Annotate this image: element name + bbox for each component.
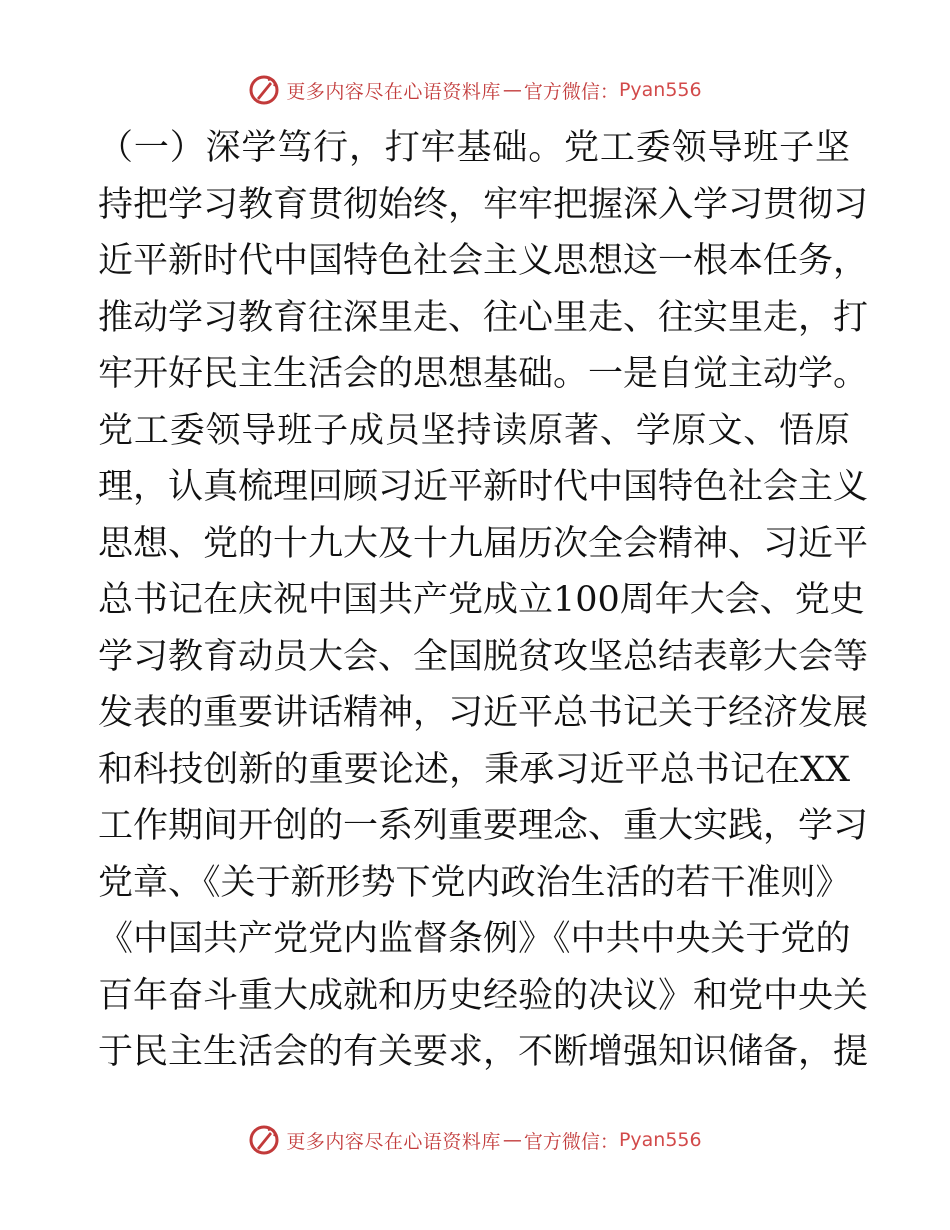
text-line: 思想、党的十九大及十九届历次全会精神、习近平	[98, 523, 869, 564]
text-line: 于民主生活会的有关要求，不断增强知识储备，提	[98, 1032, 869, 1072]
text-line: 党工委领导班子成员坚持读原著、学原文、悟原	[98, 410, 850, 451]
watermark-wechat-label: 官方微信：	[523, 1130, 619, 1153]
quill-logo-icon	[248, 1124, 280, 1156]
text-line: 理，认真梳理回顾习近平新时代中国特色社会主义	[98, 467, 869, 507]
text-line: 和科技创新的重要论述，秉承习近平总书记在XX	[98, 749, 850, 790]
document-body	[98, 120, 869, 1081]
watermark-wechat-id: Pyan556	[618, 1129, 702, 1151]
watermark-site-text: 更多内容尽在心语资料库	[286, 1130, 501, 1153]
watermark-wechat-label: 官方微信：	[523, 80, 619, 103]
text-line: 《中国共产党党内监督条例》《中共中央关于党的	[98, 919, 851, 959]
text-line: 总书记在庆祝中国共产党成立100周年大会、党史	[98, 580, 865, 620]
text-line: 学习教育动员大会、全国脱贫攻坚总结表彰大会等	[98, 636, 869, 677]
watermark-dash: —	[502, 1129, 522, 1151]
text-line: 工作期间开创的一系列重要理念、重大实践，学习	[98, 806, 869, 846]
text-line: 推动学习教育往深里走、往心里走、往实里走，打	[98, 297, 869, 338]
text-line: 党章、《关于新形势下党内政治生活的若干准则》	[98, 862, 851, 903]
watermark-site-text: 更多内容尽在心语资料库	[286, 80, 501, 103]
watermark-dash: —	[502, 79, 522, 101]
text-line: 百年奋斗重大成就和历史经验的决议》和党中央关	[98, 975, 869, 1016]
text-line: 牢开好民主生活会的思想基础。一是自觉主动学。	[98, 354, 869, 394]
header-watermark	[0, 70, 950, 110]
text-line: 发表的重要讲话精神，习近平总书记关于经济发展	[98, 693, 869, 733]
text-line: 持把学习教育贯彻始终，牢牢把握深入学习贯彻习	[98, 184, 869, 225]
footer-watermark	[0, 1120, 950, 1160]
quill-logo-icon	[248, 74, 280, 106]
watermark-wechat-id: Pyan556	[618, 79, 702, 101]
text-line: （一）深学笃行，打牢基础。党工委领导班子坚	[98, 128, 850, 168]
text-line: 近平新时代中国特色社会主义思想这一根本任务，	[98, 241, 869, 281]
